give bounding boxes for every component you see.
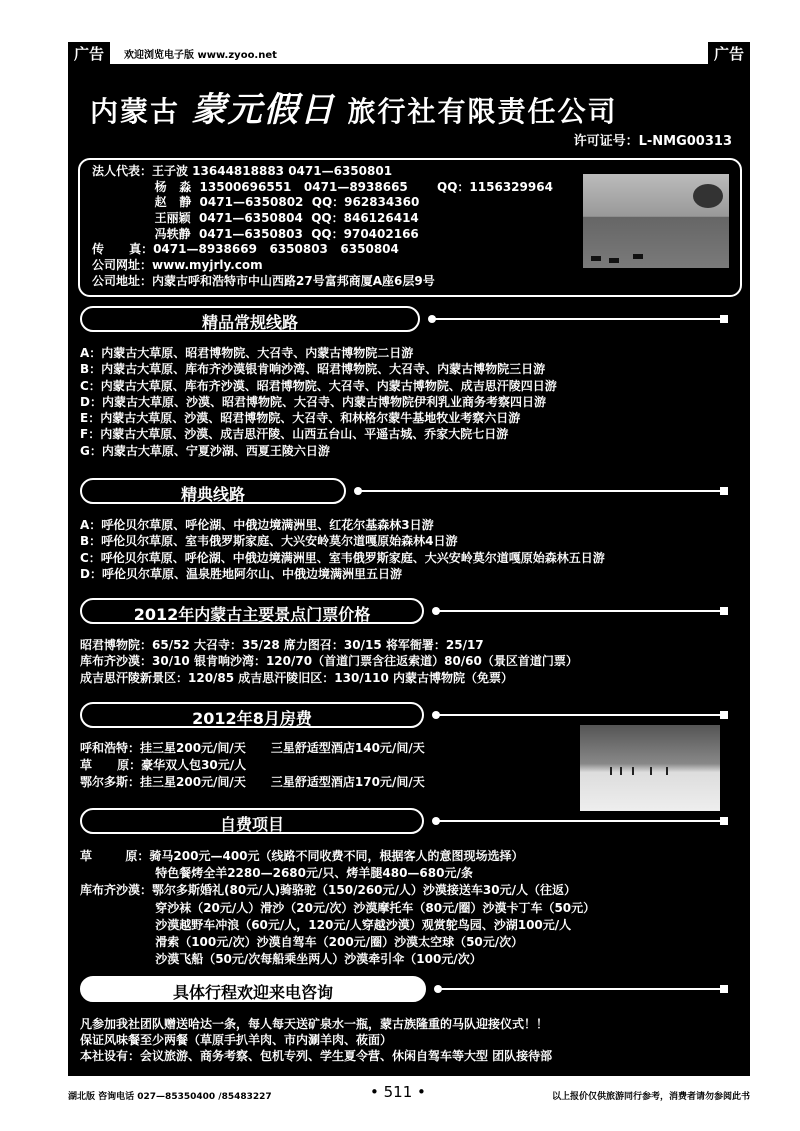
ad-label-right: 广告 bbox=[708, 42, 750, 65]
list-item: 特色餐烤全羊2280—2680元/只、烤羊腿480—680元/条 bbox=[80, 866, 473, 881]
list-item: 保证风味餐至少两餐（草原手扒羊肉、市内涮羊肉、莜面） bbox=[80, 1033, 393, 1047]
section-header-tickets bbox=[80, 598, 424, 624]
list-item: C：呼伦贝尔草原、呼伦湖、中俄边境满洲里、室韦俄罗斯家庭、大兴安岭莫尔道嘎原始森林五日游 bbox=[80, 550, 605, 565]
list-item: 成吉思汗陵新景区：120/85 成吉思汗陵旧区：130/110 内蒙古博物院（免票） bbox=[80, 670, 513, 685]
section-title: 2012年内蒙古主要景点门票价格 bbox=[133, 605, 371, 624]
list-item: 库布齐沙漠：30/10 银肯响沙湾：120/70（首道门票含往返索道）80/60（景区首道门票） bbox=[80, 654, 578, 669]
company-prefix: 内蒙古 bbox=[90, 95, 181, 128]
list-item: D：呼伦贝尔草原、温泉胜地阿尔山、中俄边境满洲里五日游 bbox=[80, 566, 402, 581]
contact-line: 赵 静 0471—6350802 QQ：962834360 bbox=[92, 195, 420, 210]
list-item: 凡参加我社团队赠送哈达一条，每人每天送矿泉水一瓶，蒙古族隆重的马队迎接仪式！！ bbox=[80, 1017, 549, 1031]
section-header-itinerary bbox=[80, 976, 426, 1002]
section-header-regular bbox=[80, 306, 420, 332]
contact-line: 王丽颖 0471—6350804 QQ：846126414 bbox=[92, 211, 419, 226]
list-item: A：呼伦贝尔草原、呼伦湖、中俄边境满洲里、红花尔基森林3日游 bbox=[80, 518, 434, 532]
classic-routes-list bbox=[80, 517, 605, 582]
ad-label-left: 广告 bbox=[68, 42, 110, 65]
ad-panel bbox=[68, 64, 750, 1076]
brand-name: 蒙元假日 bbox=[191, 90, 336, 130]
traveler-shape bbox=[650, 767, 652, 775]
divider-rule bbox=[436, 714, 724, 716]
desert-photo bbox=[580, 725, 720, 811]
section-header-classic bbox=[80, 478, 346, 504]
list-item: D：内蒙古大草原、沙漠、昭君博物院、大召寺、内蒙古博物院伊利乳业商务考察四日游 bbox=[80, 394, 546, 409]
list-item: B：呼伦贝尔草原、室韦俄罗斯家庭、大兴安岭莫尔道嘎原始森林4日游 bbox=[80, 534, 458, 549]
divider-rule bbox=[358, 490, 724, 492]
traveler-shape bbox=[666, 767, 668, 775]
contact-website[interactable]: 公司网址：www.myjrly.com bbox=[92, 258, 263, 273]
list-item: 本社设有：会议旅游、商务考察、包机专列、学生夏令营、休闲自驾车等大型 团队接待部 bbox=[80, 1049, 553, 1063]
traveler-shape bbox=[620, 767, 622, 775]
divider-rule bbox=[436, 610, 724, 612]
list-item: 昭君博物院：65/52 大召寺：35/28 席力图召：30/15 将军衙署：25/17 bbox=[80, 638, 484, 652]
list-item: A：内蒙古大草原、昭君博物院、大召寺、内蒙古博物院二日游 bbox=[80, 346, 414, 360]
list-item: F：内蒙古大草原、沙漠、成吉思汗陵、山西五台山、平遥古城、乔家大院七日游 bbox=[80, 427, 509, 442]
list-item: G：内蒙古大草原、宁夏沙湖、西夏王陵六日游 bbox=[80, 443, 330, 458]
traveler-shape bbox=[632, 767, 634, 775]
contact-box bbox=[78, 158, 742, 297]
section-header-rooms bbox=[80, 702, 424, 728]
cattle-shape bbox=[633, 254, 643, 259]
section-title: 具体行程欢迎来电咨询 bbox=[172, 983, 333, 1002]
optional-items-list bbox=[80, 848, 595, 968]
section-title: 2012年8月房费 bbox=[192, 709, 312, 728]
footer-phone: 湖北版 咨询电话 027—85350400 /85483227 bbox=[68, 1092, 272, 1102]
grassland-photo bbox=[583, 174, 729, 268]
list-item: 沙漠越野车冲浪（60元/人，120元/人穿越沙漠）观赏鸵鸟园、沙湖100元/人 bbox=[80, 917, 572, 932]
list-item: E：内蒙古大草原、沙漠、昭君博物院、大召寺、和林格尔蒙牛基地牧业考察六日游 bbox=[80, 411, 521, 426]
list-item: 沙漠飞船（50元/次每船乘坐两人）沙漠牵引伞（100元/次） bbox=[80, 952, 482, 967]
divider-rule bbox=[432, 318, 724, 320]
list-item: 穿沙袜（20元/人）滑沙（20元/次）沙漠摩托车（80元/圈）沙漠卡丁车（50元） bbox=[80, 900, 596, 915]
company-title bbox=[90, 82, 618, 131]
list-item: 鄂尔多斯：挂三星200元/间/天 三星舒适型酒店170元/间/天 bbox=[80, 775, 425, 789]
site-url[interactable]: 欢迎浏览电子版 www.zyoo.net bbox=[124, 50, 277, 61]
tree-shape bbox=[693, 184, 723, 208]
regular-routes-list bbox=[80, 345, 557, 459]
traveler-shape bbox=[610, 767, 612, 775]
divider-rule bbox=[438, 988, 724, 990]
itinerary-notes-list bbox=[80, 1016, 552, 1064]
section-title: 自费项目 bbox=[219, 815, 284, 834]
section-header-optional bbox=[80, 808, 424, 834]
contact-line: 传 真：0471—8938669 6350803 6350804 bbox=[92, 242, 399, 257]
cattle-shape bbox=[591, 256, 601, 261]
contact-line: 法人代表：王子波 13644818883 0471—6350801 bbox=[92, 164, 393, 178]
list-item: 库布齐沙漠：鄂尔多斯婚礼(80元/人)骑骆驼（150/260元/人）沙漠接送车30元/人（往返） bbox=[80, 883, 576, 898]
company-suffix: 旅行社有限责任公司 bbox=[347, 95, 618, 128]
list-item: 滑索（100元/次）沙漠自驾车（200元/圈）沙漠太空球（50元/次） bbox=[80, 934, 524, 949]
list-item: 草 原：骑马200元—400元（线路不同收费不同，根据客人的意图现场选择） bbox=[80, 849, 524, 863]
section-title: 精品常规线路 bbox=[201, 313, 298, 332]
list-item: B：内蒙古大草原、库布齐沙漠银肯响沙湾、昭君博物院、大召寺、内蒙古博物院三日游 bbox=[80, 362, 546, 377]
footer-disclaimer: 以上报价仅供旅游同行参考，消费者请勿参阅此书 bbox=[551, 1092, 750, 1102]
list-item: 呼和浩特：挂三星200元/间/天 三星舒适型酒店140元/间/天 bbox=[80, 741, 425, 755]
license-number: 许可证号：L-NMG00313 bbox=[573, 134, 732, 149]
divider-rule bbox=[436, 820, 724, 822]
list-item: C：内蒙古大草原、库布齐沙漠、昭君博物院、大召寺、内蒙古博物院、成吉思汗陵四日游 bbox=[80, 378, 557, 393]
page-footer bbox=[68, 1085, 750, 1105]
contact-line: 冯轶静 0471—6350803 QQ：970402166 bbox=[92, 226, 419, 241]
cattle-shape bbox=[609, 258, 619, 263]
section-title: 精典线路 bbox=[180, 485, 245, 504]
contact-address: 公司地址：内蒙古呼和浩特市中山西路27号富邦商厦A座6层9号 bbox=[92, 273, 435, 288]
ticket-prices-list bbox=[80, 637, 578, 686]
room-rates-list bbox=[80, 740, 425, 791]
contact-line: 杨 淼 13500696551 0471—8938665 QQ：1156329964 bbox=[92, 179, 553, 194]
contact-list bbox=[92, 164, 553, 290]
list-item: 草 原：豪华双人包30元/人 bbox=[80, 758, 247, 772]
page-number: • 511 • bbox=[370, 1083, 426, 1101]
top-bar bbox=[68, 42, 750, 64]
